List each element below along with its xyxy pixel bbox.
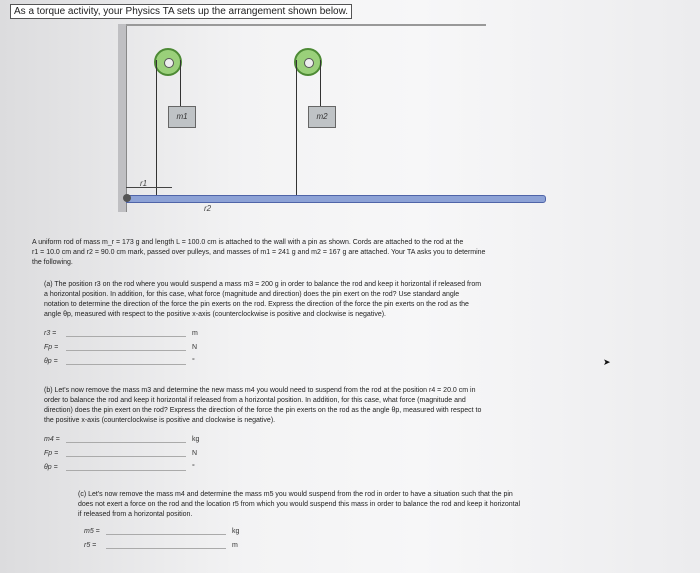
unit-label: m <box>192 329 198 337</box>
pin <box>123 194 131 202</box>
r5-input[interactable] <box>106 541 226 549</box>
cord-1-rod <box>156 60 157 195</box>
part-c-line-2: does not exert a force on the rod and the location r5 from which you would suspend this mass in order to balance the rod and keep it horizontal <box>78 501 521 508</box>
intro-line-3: the following. <box>32 259 73 266</box>
pulley-left <box>154 48 182 76</box>
unit-label: kg <box>192 435 200 443</box>
r1-label: r1 <box>140 179 148 188</box>
problem-title: As a torque activity, your Physics TA sets up the arrangement shown below. <box>10 4 352 19</box>
field-label: Fp = <box>44 343 59 351</box>
r1-dimension-line <box>126 187 172 188</box>
mass-2: m2 <box>308 106 336 128</box>
unit-label: m <box>232 541 238 549</box>
part-c-line-3: if released from a horizontal position. <box>78 511 193 518</box>
field-label: θp = <box>44 463 58 471</box>
unit-label: ° <box>192 463 195 471</box>
part-c-r5-row <box>84 540 238 550</box>
mouse-cursor-icon: ➤ <box>603 357 611 367</box>
wall <box>118 24 127 212</box>
theta-input-a[interactable] <box>66 357 186 365</box>
part-a-line-3: notation to determine the direction of the force the pin exerts on the rod. Express the direction of the force the pin exerts on the rod as the <box>44 301 469 308</box>
part-b-line-1: (b) Let's now remove the mass m3 and determine the new mass m4 you would need to suspend from the rod at the position r4 = 20.0 cm in <box>44 387 476 394</box>
field-label: m5 = <box>84 527 100 535</box>
part-c-m5-row <box>84 526 239 536</box>
intro-line-2: r1 = 10.0 cm and r2 = 90.0 cm mark, passed over pulleys, and masses of m1 = 241 g and m2 = 167 g are attached. Your TA asks you to determine <box>32 249 486 256</box>
mass-1: m1 <box>168 106 196 128</box>
r3-input[interactable] <box>66 329 186 337</box>
unit-label: kg <box>232 527 240 535</box>
field-label: m4 = <box>44 435 60 443</box>
unit-label: N <box>192 343 198 351</box>
part-a-r3-row <box>44 328 198 338</box>
field-label: r3 = <box>44 329 57 337</box>
m5-input[interactable] <box>106 527 226 535</box>
part-b-line-3: direction) does the pin exert on the rod? Express the direction of the force the pin exerts on the rod as the angle θp, measured with respect to <box>44 407 482 414</box>
part-b-line-4: the positive x-axis (counterclockwise is positive and clockwise is negative). <box>44 417 276 424</box>
part-b-theta-row <box>44 462 195 472</box>
fp-input-a[interactable] <box>66 343 186 351</box>
ceiling-bar <box>126 24 486 26</box>
unit-label: ° <box>192 357 195 365</box>
rod <box>126 195 546 203</box>
part-c-line-1: (c) Let's now remove the mass m4 and determine the mass m5 you would suspend from the rod in order to have a situation such that the pin <box>78 491 513 498</box>
r2-label: r2 <box>204 204 212 213</box>
field-label: Fp = <box>44 449 59 457</box>
theta-input-b[interactable] <box>66 463 186 471</box>
part-a-fp-row <box>44 342 197 352</box>
pulley-right <box>294 48 322 76</box>
cord-2-mass <box>320 60 321 108</box>
m4-input[interactable] <box>66 435 186 443</box>
field-label: r5 = <box>84 541 97 549</box>
intro-line-1: A uniform rod of mass m_r = 173 g and length L = 100.0 cm is attached to the wall with a pin as shown. Cords are attached to the rod at the <box>32 239 464 246</box>
field-label: θp = <box>44 357 58 365</box>
cord-2-rod <box>296 60 297 195</box>
part-a-line-1: (a) The position r3 on the rod where you would suspend a mass m3 = 200 g in order to balance the rod and keep it horizontal if released from <box>44 281 482 288</box>
part-a-line-4: angle θp, measured with respect to the positive x-axis (counterclockwise is positive and clockwise is negative). <box>44 311 386 318</box>
part-a-line-2: a horizontal position. In addition, for this case, what force (magnitude and direction) does the pin exert on the rod? Use standard angle <box>44 291 460 298</box>
arrangement-figure <box>118 24 588 214</box>
fp-input-b[interactable] <box>66 449 186 457</box>
part-b-line-2: order to balance the rod and keep it horizontal if released from a horizontal position. In addition, for this case, what force (magnitude and <box>44 397 466 404</box>
part-a-theta-row <box>44 356 195 366</box>
part-b-fp-row <box>44 448 197 458</box>
cord-1-mass <box>180 60 181 108</box>
unit-label: N <box>192 449 198 457</box>
part-b-m4-row <box>44 434 199 444</box>
